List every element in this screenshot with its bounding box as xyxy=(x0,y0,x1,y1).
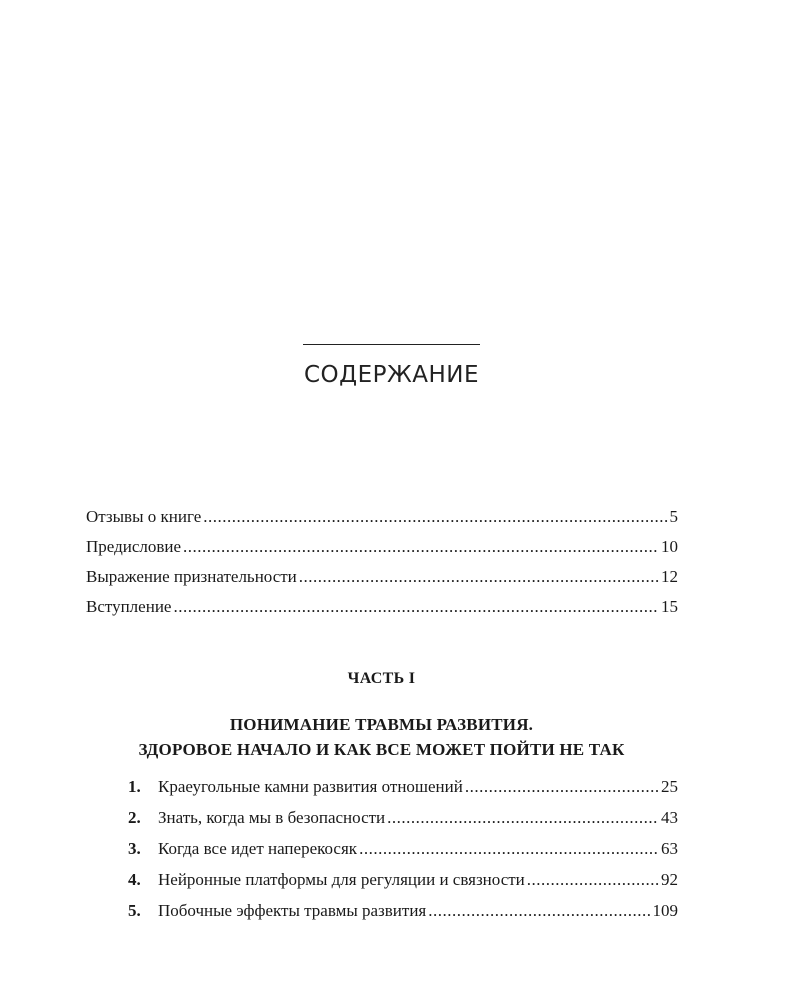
chapter-title: Краеугольные камни развития отношений xyxy=(158,777,463,796)
toc-entry-page: 10 xyxy=(661,537,678,556)
toc-chapter-3 xyxy=(128,838,678,869)
chapter-number: 2. xyxy=(128,808,141,827)
part-title xyxy=(0,712,763,762)
front-matter-list xyxy=(86,506,678,626)
chapter-page: 92 xyxy=(661,870,678,889)
toc-entry-title: Вступление xyxy=(86,597,172,616)
part-label: ЧАСТЬ I xyxy=(347,670,416,687)
toc-chapter-5 xyxy=(128,900,678,931)
toc-entry-page: 5 xyxy=(669,507,678,526)
toc-entry-title: Отзывы о книге xyxy=(86,507,202,526)
page-title: СОДЕРЖАНИЕ xyxy=(303,362,480,388)
chapter-page: 109 xyxy=(652,901,678,920)
chapter-number: 3. xyxy=(128,839,141,858)
toc-chapter-2 xyxy=(128,807,678,838)
chapter-title: Побочные эффекты травмы развития xyxy=(158,901,427,920)
toc-entry-title: Предисловие xyxy=(86,537,182,556)
chapter-number: 4. xyxy=(128,870,141,889)
dot-leader xyxy=(527,869,659,891)
chapter-list xyxy=(128,776,678,931)
chapter-page: 43 xyxy=(661,808,678,827)
dot-leader xyxy=(183,536,659,558)
chapter-title: Нейронные платформы для регуляции и связности xyxy=(158,870,525,889)
dot-leader xyxy=(299,566,659,588)
toc-chapter-4 xyxy=(128,869,678,900)
toc-entry-foreword xyxy=(86,536,678,566)
chapter-number: 1. xyxy=(128,777,141,796)
toc-entry-introduction xyxy=(86,596,678,626)
toc-chapter-1 xyxy=(128,776,678,807)
heading-rule xyxy=(303,344,480,345)
dot-leader xyxy=(428,900,650,922)
chapter-number: 5. xyxy=(128,901,141,920)
part-title-line-1: ПОНИМАНИЕ ТРАВМЫ РАЗВИТИЯ. xyxy=(229,715,534,734)
dot-leader xyxy=(465,776,659,798)
toc-entry-acknowledgements xyxy=(86,566,678,596)
dot-leader xyxy=(359,838,659,860)
chapter-title: Когда все идет наперекосяк xyxy=(158,839,358,858)
dot-leader xyxy=(387,807,659,829)
toc-entry-page: 15 xyxy=(661,597,678,616)
toc-entry-page: 12 xyxy=(661,567,678,586)
toc-entry-title: Выражение признательности xyxy=(86,567,297,586)
part-title-line-2: ЗДОРОВОЕ НАЧАЛО И КАК ВСЕ МОЖЕТ ПОЙТИ НЕ ТАК xyxy=(138,740,625,759)
chapter-page: 63 xyxy=(661,839,678,858)
chapter-page: 25 xyxy=(661,777,678,796)
dot-leader xyxy=(203,506,667,528)
chapter-title: Знать, когда мы в безопасности xyxy=(158,808,386,827)
dot-leader xyxy=(173,596,659,618)
toc-entry-reviews xyxy=(86,506,678,536)
